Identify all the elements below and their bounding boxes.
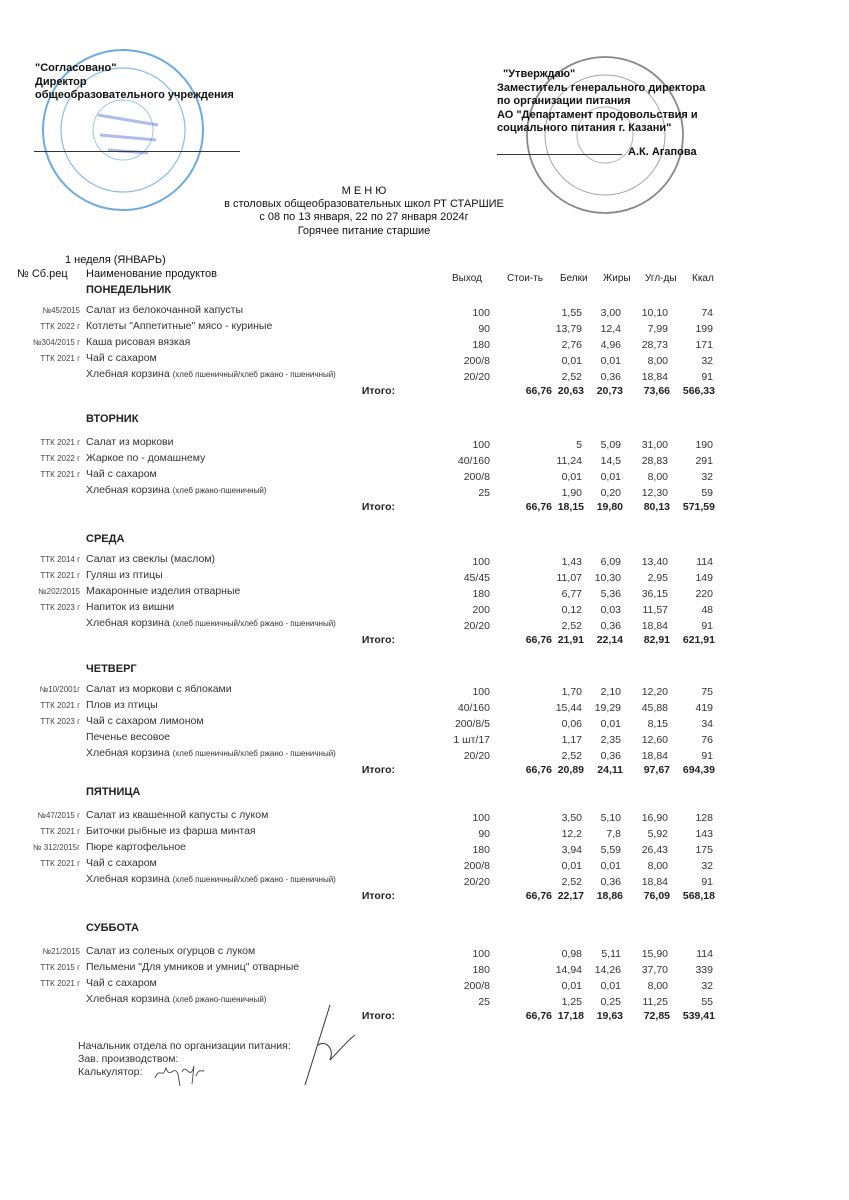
dish-note: (хлеб ржано-пшеничный) bbox=[172, 995, 267, 1004]
recipe-code: ТТК 2014 г bbox=[40, 555, 80, 564]
dish-name-text: Салат из белокочанной капусты bbox=[86, 304, 244, 316]
dish-name bbox=[86, 873, 336, 885]
cell-carbs: 18,84 bbox=[641, 750, 668, 762]
cell-output: 100 bbox=[472, 307, 490, 319]
total-protein: 21,91 bbox=[557, 634, 584, 646]
signature-production: Зав. производством: bbox=[78, 1053, 179, 1065]
dish-note: (хлеб пшеничный/хлеб ржано - пшеничный) bbox=[172, 619, 336, 628]
dish-name bbox=[86, 841, 186, 853]
dish-name-text: Котлеты "Аппетитные" мясо - куриные bbox=[86, 320, 273, 332]
total-fat: 19,63 bbox=[596, 1010, 623, 1022]
cell-carbs: 12,60 bbox=[641, 734, 668, 746]
dish-name bbox=[86, 553, 215, 565]
cell-output: 25 bbox=[478, 996, 490, 1008]
total-kcal: 694,39 bbox=[682, 764, 715, 776]
cell-output: 1 шт/17 bbox=[453, 734, 490, 746]
dish-name-text: Чай с сахаром bbox=[86, 977, 157, 989]
cell-protein: 0,98 bbox=[561, 948, 582, 960]
cell-fat: 6,09 bbox=[600, 556, 621, 568]
cell-fat: 0,01 bbox=[600, 860, 621, 872]
cell-fat: 0,25 bbox=[600, 996, 621, 1008]
total-cost: 66,76 bbox=[525, 385, 552, 397]
dish-name bbox=[86, 320, 272, 332]
day-heading: СРЕДА bbox=[86, 533, 125, 545]
cell-fat: 3,00 bbox=[600, 307, 621, 319]
dish-name bbox=[86, 945, 255, 957]
cell-protein: 3,94 bbox=[561, 844, 582, 856]
cell-output: 40/160 bbox=[457, 455, 490, 467]
cell-output: 200/8 bbox=[463, 980, 490, 992]
cell-output: 20/20 bbox=[463, 620, 490, 632]
cell-kcal: 55 bbox=[701, 996, 713, 1008]
total-protein: 18,15 bbox=[557, 501, 584, 513]
dish-name bbox=[86, 468, 157, 480]
signature-head: Начальник отдела по организации питания: bbox=[78, 1040, 291, 1052]
approval-right bbox=[497, 68, 705, 136]
cell-carbs: 7,99 bbox=[647, 323, 668, 335]
recipe-code: № 312/2015г bbox=[32, 843, 80, 852]
total-carbs: 80,13 bbox=[643, 501, 670, 513]
dish-note: (хлеб пшеничный/хлеб ржано - пшеничный) bbox=[172, 370, 336, 379]
cell-protein: 2,52 bbox=[561, 371, 582, 383]
total-fat: 24,11 bbox=[597, 764, 623, 776]
total-label: Итого: bbox=[361, 501, 395, 513]
total-protein: 17,18 bbox=[557, 1010, 584, 1022]
cell-kcal: 199 bbox=[695, 323, 713, 335]
recipe-code: ТТК 2023 г bbox=[40, 717, 80, 726]
total-kcal: 539,41 bbox=[682, 1010, 715, 1022]
total-kcal: 571,59 bbox=[682, 501, 715, 513]
total-cost: 66,76 bbox=[525, 890, 552, 902]
total-protein: 22,17 bbox=[557, 890, 584, 902]
cell-carbs: 8,00 bbox=[647, 860, 668, 872]
cell-output: 40/160 bbox=[457, 702, 490, 714]
dish-name bbox=[86, 683, 232, 695]
dish-name-text: Пюре картофельное bbox=[86, 841, 187, 853]
cell-output: 20/20 bbox=[463, 876, 490, 888]
cell-fat: 14,26 bbox=[594, 964, 621, 976]
cell-output: 180 bbox=[472, 588, 490, 600]
cell-protein: 11,24 bbox=[556, 455, 582, 467]
dish-note: (хлеб ржано-пшеничный) bbox=[172, 486, 267, 495]
cell-kcal: 91 bbox=[701, 750, 713, 762]
cell-output: 100 bbox=[472, 439, 490, 451]
dish-name bbox=[86, 601, 174, 613]
cell-kcal: 32 bbox=[701, 355, 713, 367]
dish-name-text: Гуляш из птицы bbox=[86, 569, 163, 581]
menu-dates: с 08 по 13 января, 22 по 27 января 2024г bbox=[259, 211, 469, 223]
dish-note: (хлеб пшеничный/хлеб ржано - пшеничный) bbox=[172, 875, 336, 884]
total-carbs: 97,67 bbox=[643, 764, 670, 776]
cell-carbs: 31,00 bbox=[641, 439, 668, 451]
cell-protein: 0,01 bbox=[561, 471, 582, 483]
dish-name-text: Салат из моркови bbox=[86, 436, 174, 448]
cell-carbs: 16,90 bbox=[641, 812, 668, 824]
total-label: Итого: bbox=[361, 890, 395, 902]
dish-name-text: Салат из свеклы (маслом) bbox=[86, 553, 216, 565]
menu-subtitle: в столовых общеобразовательных школ РТ СТАРШИЕ bbox=[224, 198, 504, 210]
recipe-code: №45/2015 bbox=[42, 306, 80, 315]
dish-name-text: Чай с сахаром лимоном bbox=[86, 715, 204, 727]
dish-name bbox=[86, 699, 158, 711]
dish-name bbox=[86, 809, 268, 821]
cell-output: 200/8 bbox=[463, 355, 490, 367]
total-carbs: 82,91 bbox=[643, 634, 670, 646]
cell-fat: 5,09 bbox=[600, 439, 621, 451]
total-label: Итого: bbox=[361, 634, 395, 646]
dish-name-text: Хлебная корзина bbox=[86, 368, 170, 380]
total-carbs: 76,09 bbox=[643, 890, 670, 902]
cell-kcal: 32 bbox=[701, 980, 713, 992]
cell-carbs: 26,43 bbox=[641, 844, 668, 856]
cell-output: 200/8/5 bbox=[454, 718, 490, 730]
signature-calculator: Калькулятор: bbox=[78, 1066, 143, 1078]
cell-kcal: 128 bbox=[695, 812, 713, 824]
cell-output: 20/20 bbox=[463, 371, 490, 383]
approval-right-line2: Заместитель генерального директора bbox=[497, 81, 706, 94]
cell-fat: 0,20 bbox=[600, 487, 621, 499]
col-code: № Сб.рец bbox=[17, 268, 68, 280]
recipe-code: ТТК 2021 г bbox=[40, 827, 80, 836]
cell-fat: 0,01 bbox=[600, 471, 621, 483]
signature-line-left bbox=[34, 151, 240, 152]
cell-fat: 0,36 bbox=[600, 750, 621, 762]
cell-kcal: 291 bbox=[695, 455, 713, 467]
total-cost: 66,76 bbox=[525, 501, 552, 513]
col-output: Выход bbox=[452, 273, 482, 284]
cell-kcal: 32 bbox=[701, 471, 713, 483]
cell-fat: 0,01 bbox=[600, 980, 621, 992]
cell-output: 90 bbox=[478, 323, 490, 335]
cell-output: 180 bbox=[472, 844, 490, 856]
cell-protein: 6,77 bbox=[561, 588, 582, 600]
cell-carbs: 10,10 bbox=[641, 307, 668, 319]
cell-kcal: 149 bbox=[695, 572, 713, 584]
cell-kcal: 91 bbox=[701, 876, 713, 888]
dish-name-text: Плов из птицы bbox=[86, 699, 158, 711]
cell-protein: 0,06 bbox=[561, 718, 582, 730]
cell-kcal: 59 bbox=[701, 487, 713, 499]
col-name: Наименование продуктов bbox=[86, 268, 217, 280]
cell-carbs: 8,00 bbox=[647, 355, 668, 367]
cell-protein: 11,07 bbox=[556, 572, 582, 584]
dish-name-text: Биточки рыбные из фарша минтая bbox=[86, 825, 256, 837]
cell-kcal: 74 bbox=[701, 307, 713, 319]
dish-name-text: Пельмени "Для умников и умниц" отварные bbox=[86, 961, 300, 973]
total-label: Итого: bbox=[361, 764, 395, 776]
cell-carbs: 2,95 bbox=[647, 572, 668, 584]
cell-kcal: 175 bbox=[695, 844, 713, 856]
cell-carbs: 28,73 bbox=[641, 339, 668, 351]
cell-carbs: 37,70 bbox=[641, 964, 668, 976]
cell-kcal: 48 bbox=[701, 604, 713, 616]
cell-carbs: 18,84 bbox=[641, 371, 668, 383]
dish-name-text: Макаронные изделия отварные bbox=[86, 585, 241, 597]
total-protein: 20,89 bbox=[557, 764, 584, 776]
cell-carbs: 8,15 bbox=[647, 718, 668, 730]
cell-protein: 2,52 bbox=[561, 750, 582, 762]
total-kcal: 568,18 bbox=[682, 890, 715, 902]
day-heading: ВТОРНИК bbox=[86, 413, 139, 425]
col-cost: Стои-ть bbox=[507, 273, 543, 284]
cell-output: 200/8 bbox=[463, 860, 490, 872]
total-carbs: 72,85 bbox=[643, 1010, 670, 1022]
cell-carbs: 13,40 bbox=[641, 556, 668, 568]
cell-protein: 2,76 bbox=[561, 339, 582, 351]
cell-protein: 0,12 bbox=[561, 604, 582, 616]
approval-left-line3: общеобразовательного учреждения bbox=[35, 89, 234, 101]
approval-signer: А.К. Агапова bbox=[628, 146, 697, 158]
recipe-code: ТТК 2021 г bbox=[40, 859, 80, 868]
cell-protein: 1,17 bbox=[561, 734, 582, 746]
cell-fat: 14,5 bbox=[600, 455, 621, 467]
cell-kcal: 171 bbox=[695, 339, 713, 351]
recipe-code: №10/2001г bbox=[39, 685, 80, 694]
cell-protein: 1,25 bbox=[561, 996, 582, 1008]
dish-note: (хлеб пшеничный/хлеб ржано - пшеничный) bbox=[172, 749, 336, 758]
col-fat: Жиры bbox=[603, 273, 631, 284]
total-fat: 22,14 bbox=[596, 634, 623, 646]
cell-kcal: 220 bbox=[695, 588, 713, 600]
total-label: Итого: bbox=[361, 385, 395, 397]
total-cost: 66,76 bbox=[525, 634, 552, 646]
dish-name bbox=[86, 304, 243, 316]
total-protein: 20,63 bbox=[557, 385, 584, 397]
cell-kcal: 190 bbox=[695, 439, 713, 451]
dish-name-text: Хлебная корзина bbox=[86, 617, 170, 629]
cell-output: 100 bbox=[472, 948, 490, 960]
cell-fat: 2,35 bbox=[600, 734, 621, 746]
cell-fat: 0,36 bbox=[600, 620, 621, 632]
approval-right-line5: социального питания г. Казани" bbox=[497, 122, 672, 134]
dish-name-text: Хлебная корзина bbox=[86, 993, 170, 1005]
cell-protein: 1,70 bbox=[561, 686, 582, 698]
dish-name bbox=[86, 336, 190, 348]
cell-carbs: 28,83 bbox=[641, 455, 668, 467]
cell-fat: 19,29 bbox=[594, 702, 621, 714]
col-protein: Белки bbox=[560, 273, 588, 284]
cell-fat: 5,10 bbox=[600, 812, 621, 824]
cell-output: 25 bbox=[478, 487, 490, 499]
cell-protein: 1,55 bbox=[561, 307, 582, 319]
cell-kcal: 339 bbox=[695, 964, 713, 976]
dish-name bbox=[86, 857, 157, 869]
col-carbs: Угл-ды bbox=[645, 273, 677, 284]
dish-name-text: Хлебная корзина bbox=[86, 873, 170, 885]
recipe-code: ТТК 2022 г bbox=[40, 322, 80, 331]
week-label: 1 неделя (ЯНВАРЬ) bbox=[65, 254, 166, 266]
cell-kcal: 91 bbox=[701, 371, 713, 383]
approval-right-line3: по организации питания bbox=[497, 95, 631, 107]
cell-kcal: 91 bbox=[701, 620, 713, 632]
approval-left bbox=[35, 62, 234, 103]
cell-kcal: 34 bbox=[701, 718, 713, 730]
dish-name-text: Жаркое по - домашнему bbox=[86, 452, 206, 464]
cell-carbs: 18,84 bbox=[641, 620, 668, 632]
recipe-code: ТТК 2021 г bbox=[40, 354, 80, 363]
total-cost: 66,76 bbox=[525, 1010, 552, 1022]
total-kcal: 621,91 bbox=[682, 634, 715, 646]
approval-right-line4: АО "Департамент продовольствия и bbox=[497, 108, 698, 121]
cell-carbs: 8,00 bbox=[647, 471, 668, 483]
cell-kcal: 75 bbox=[701, 686, 713, 698]
cell-carbs: 36,15 bbox=[641, 588, 668, 600]
menu-title: М Е Н Ю bbox=[341, 185, 387, 197]
dish-name-text: Хлебная корзина bbox=[86, 484, 170, 496]
total-fat: 20,73 bbox=[596, 385, 623, 397]
dish-name bbox=[86, 715, 204, 727]
dish-name-text: Чай с сахаром bbox=[86, 857, 157, 869]
cell-protein: 2,52 bbox=[561, 876, 582, 888]
cell-protein: 0,01 bbox=[561, 355, 582, 367]
cell-protein: 1,43 bbox=[561, 556, 582, 568]
cell-protein: 12,2 bbox=[561, 828, 582, 840]
cell-protein: 1,90 bbox=[561, 487, 582, 499]
cell-fat: 0,01 bbox=[600, 355, 621, 367]
dish-name-text: Каша рисовая вязкая bbox=[86, 336, 191, 348]
cell-protein: 5 bbox=[576, 439, 582, 451]
total-fat: 19,80 bbox=[596, 501, 623, 513]
cell-output: 100 bbox=[472, 812, 490, 824]
recipe-code: ТТК 2022 г bbox=[40, 454, 80, 463]
recipe-code: ТТК 2023 г bbox=[40, 603, 80, 612]
cell-kcal: 32 bbox=[701, 860, 713, 872]
recipe-code: №202/2015 bbox=[38, 587, 80, 596]
total-kcal: 566,33 bbox=[682, 385, 715, 397]
cell-kcal: 143 bbox=[695, 828, 713, 840]
cell-fat: 0,03 bbox=[600, 604, 621, 616]
dish-name bbox=[86, 484, 266, 496]
signature-line-right bbox=[497, 154, 622, 155]
dish-name bbox=[86, 747, 336, 759]
cell-kcal: 419 bbox=[695, 702, 713, 714]
dish-name bbox=[86, 617, 336, 629]
cell-fat: 5,36 bbox=[600, 588, 621, 600]
cell-fat: 2,10 bbox=[600, 686, 621, 698]
cell-fat: 5,59 bbox=[600, 844, 621, 856]
cell-carbs: 11,25 bbox=[642, 996, 668, 1008]
dish-name bbox=[86, 825, 256, 837]
dish-name-text: Чай с сахаром bbox=[86, 352, 157, 364]
cell-protein: 15,44 bbox=[555, 702, 582, 714]
cell-output: 200 bbox=[472, 604, 490, 616]
cell-carbs: 12,30 bbox=[641, 487, 668, 499]
dish-name-text: Салат из соленых огурцов с луком bbox=[86, 945, 256, 957]
cell-carbs: 5,92 bbox=[647, 828, 668, 840]
day-heading: ПЯТНИЦА bbox=[86, 786, 141, 798]
approval-right-line1: "Утверждаю" bbox=[503, 68, 576, 80]
cell-kcal: 76 bbox=[701, 734, 713, 746]
cell-carbs: 12,20 bbox=[641, 686, 668, 698]
recipe-code: №21/2015 bbox=[42, 947, 80, 956]
dish-name bbox=[86, 961, 299, 973]
recipe-code: ТТК 2021 г bbox=[40, 438, 80, 447]
dish-name bbox=[86, 569, 163, 581]
cell-output: 180 bbox=[472, 964, 490, 976]
cell-fat: 0,36 bbox=[600, 876, 621, 888]
dish-name bbox=[86, 436, 174, 448]
cell-kcal: 114 bbox=[696, 556, 713, 568]
cell-fat: 4,96 bbox=[600, 339, 621, 351]
dish-name-text: Салат из квашенной капусты с луком bbox=[86, 809, 269, 821]
cell-fat: 5,11 bbox=[601, 948, 621, 960]
dish-name-text: Напиток из вишни bbox=[86, 601, 175, 613]
approval-left-line1: "Согласовано" bbox=[35, 62, 117, 74]
dish-name bbox=[86, 452, 205, 464]
col-kcal: Ккал bbox=[692, 273, 714, 284]
total-fat: 18,86 bbox=[596, 890, 623, 902]
dish-name-text: Хлебная корзина bbox=[86, 747, 170, 759]
cell-fat: 12,4 bbox=[600, 323, 621, 335]
recipe-code: ТТК 2021 г bbox=[40, 979, 80, 988]
cell-carbs: 18,84 bbox=[641, 876, 668, 888]
cell-fat: 7,8 bbox=[606, 828, 621, 840]
cell-protein: 3,50 bbox=[561, 812, 582, 824]
recipe-code: №47/2015 г bbox=[37, 811, 80, 820]
dish-name bbox=[86, 585, 240, 597]
day-heading: СУББОТА bbox=[86, 922, 139, 934]
recipe-code: ТТК 2015 г bbox=[40, 963, 80, 972]
cell-protein: 14,94 bbox=[555, 964, 582, 976]
day-heading: ПОНЕДЕЛЬНИК bbox=[86, 284, 172, 296]
recipe-code: ТТК 2021 г bbox=[40, 571, 80, 580]
dish-name-text: Чай с сахаром bbox=[86, 468, 157, 480]
cell-protein: 0,01 bbox=[561, 860, 582, 872]
cell-output: 100 bbox=[472, 686, 490, 698]
cell-output: 20/20 bbox=[463, 750, 490, 762]
cell-protein: 13,79 bbox=[555, 323, 582, 335]
cell-fat: 0,36 bbox=[600, 371, 621, 383]
dish-name-text: Салат из моркови с яблоками bbox=[86, 683, 232, 695]
approval-left-line2: Директор bbox=[35, 75, 87, 88]
handwritten-signature bbox=[290, 1000, 360, 1090]
menu-type: Горячее питание старшие bbox=[297, 225, 431, 237]
cell-output: 100 bbox=[472, 556, 490, 568]
cell-protein: 0,01 bbox=[561, 980, 582, 992]
recipe-code: №304/2015 г bbox=[32, 338, 80, 347]
recipe-code: ТТК 2021 г bbox=[40, 701, 80, 710]
cell-carbs: 45,88 bbox=[641, 702, 668, 714]
recipe-code: ТТК 2021 г bbox=[40, 470, 80, 479]
dish-name bbox=[86, 993, 266, 1005]
cell-carbs: 11,57 bbox=[642, 604, 668, 616]
cell-output: 200/8 bbox=[463, 471, 490, 483]
total-label: Итого: bbox=[361, 1010, 395, 1022]
dish-name bbox=[86, 731, 170, 743]
cell-output: 90 bbox=[478, 828, 490, 840]
dish-name bbox=[86, 352, 157, 364]
cell-output: 45/45 bbox=[463, 572, 490, 584]
cell-output: 180 bbox=[472, 339, 490, 351]
handwritten-signature-calculator bbox=[152, 1058, 207, 1088]
total-cost: 66,76 bbox=[525, 764, 552, 776]
day-heading: ЧЕТВЕРГ bbox=[86, 663, 137, 675]
cell-protein: 2,52 bbox=[561, 620, 582, 632]
cell-kcal: 114 bbox=[696, 948, 713, 960]
dish-name bbox=[86, 368, 336, 380]
total-carbs: 73,66 bbox=[643, 385, 670, 397]
cell-carbs: 8,00 bbox=[647, 980, 668, 992]
cell-fat: 0,01 bbox=[600, 718, 621, 730]
cell-carbs: 15,90 bbox=[641, 948, 668, 960]
dish-name bbox=[86, 977, 157, 989]
cell-fat: 10,30 bbox=[594, 572, 621, 584]
dish-name-text: Печенье весовое bbox=[86, 731, 171, 743]
